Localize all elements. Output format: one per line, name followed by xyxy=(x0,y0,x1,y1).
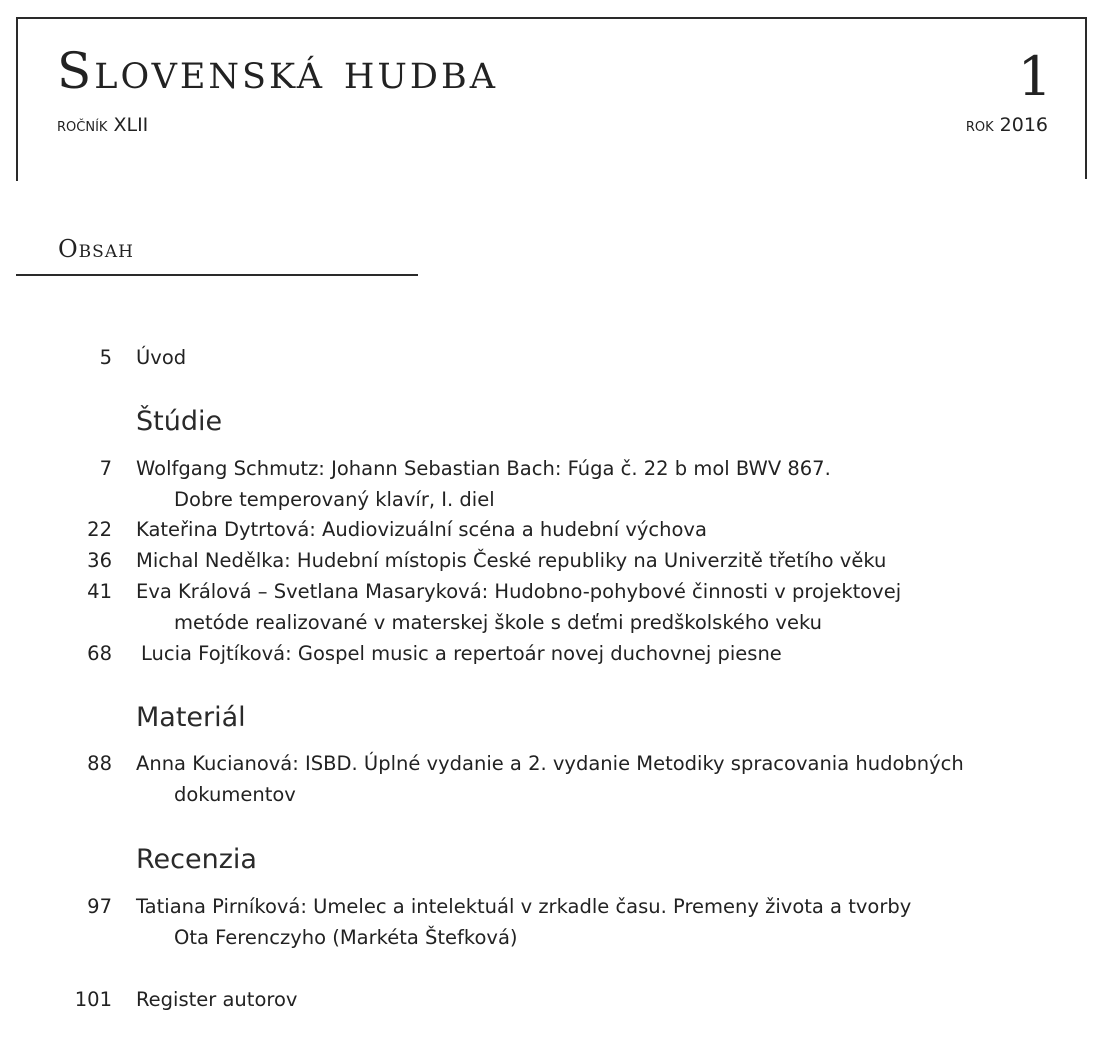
contents-heading: Obsah xyxy=(58,235,134,263)
header-frame-top xyxy=(16,17,1087,19)
toc-page-number: 36 xyxy=(87,549,112,572)
issue-number: 1 xyxy=(1017,45,1052,108)
toc-title-continuation: dokumentov xyxy=(174,783,296,806)
section-title-studie: Štúdie xyxy=(136,406,223,437)
year-label: rok 2016 xyxy=(965,114,1048,136)
journal-title: Slovenská hudba xyxy=(57,42,498,100)
section-title-recenzia: Recenzia xyxy=(136,844,257,875)
toc-page-number: 101 xyxy=(74,988,112,1011)
toc-title-continuation: Ota Ferenczyho (Markéta Štefková) xyxy=(174,926,518,949)
toc-page-number: 7 xyxy=(99,457,112,480)
toc-page-number: 97 xyxy=(87,895,112,918)
toc-title-continuation: metóde realizované v materskej škole s deťmi predškolského veku xyxy=(174,611,823,634)
toc-title: Anna Kucianová: ISBD. Úplné vydanie a 2. vydanie Metodiky spracovania hudobných xyxy=(136,752,964,775)
toc-page-number: 41 xyxy=(87,580,112,603)
toc-title: Kateřina Dytrtová: Audiovizuální scéna a hudební výchova xyxy=(136,518,707,541)
toc-page-number: 68 xyxy=(87,642,112,665)
toc-title: Eva Králová – Svetlana Masaryková: Hudobno-pohybové činnosti v projektovej xyxy=(136,580,902,603)
toc-title: Wolfgang Schmutz: Johann Sebastian Bach: Fúga č. 22 b mol BWV 867. xyxy=(136,457,831,480)
volume-label: ročník XLII xyxy=(57,114,149,136)
header-frame-left xyxy=(16,17,18,181)
toc-title: Úvod xyxy=(136,346,187,369)
toc-page-number: 5 xyxy=(99,346,112,369)
toc-title: Michal Nedělka: Hudební místopis České republiky na Univerzitě třetího věku xyxy=(136,549,887,572)
toc-page-number: 88 xyxy=(87,752,112,775)
toc-title: Tatiana Pirníková: Umelec a intelektuál v zrkadle času. Premeny života a tvorby xyxy=(136,895,912,918)
toc-title: Register autorov xyxy=(136,988,298,1011)
header-frame-right xyxy=(1085,17,1087,179)
toc-page-number: 22 xyxy=(87,518,112,541)
contents-rule xyxy=(16,274,418,276)
toc-title-continuation: Dobre temperovaný klavír, I. diel xyxy=(174,488,495,511)
toc-title: Lucia Fojtíková: Gospel music a repertoár novej duchovnej piesne xyxy=(141,642,782,665)
section-title-material: Materiál xyxy=(136,702,246,733)
